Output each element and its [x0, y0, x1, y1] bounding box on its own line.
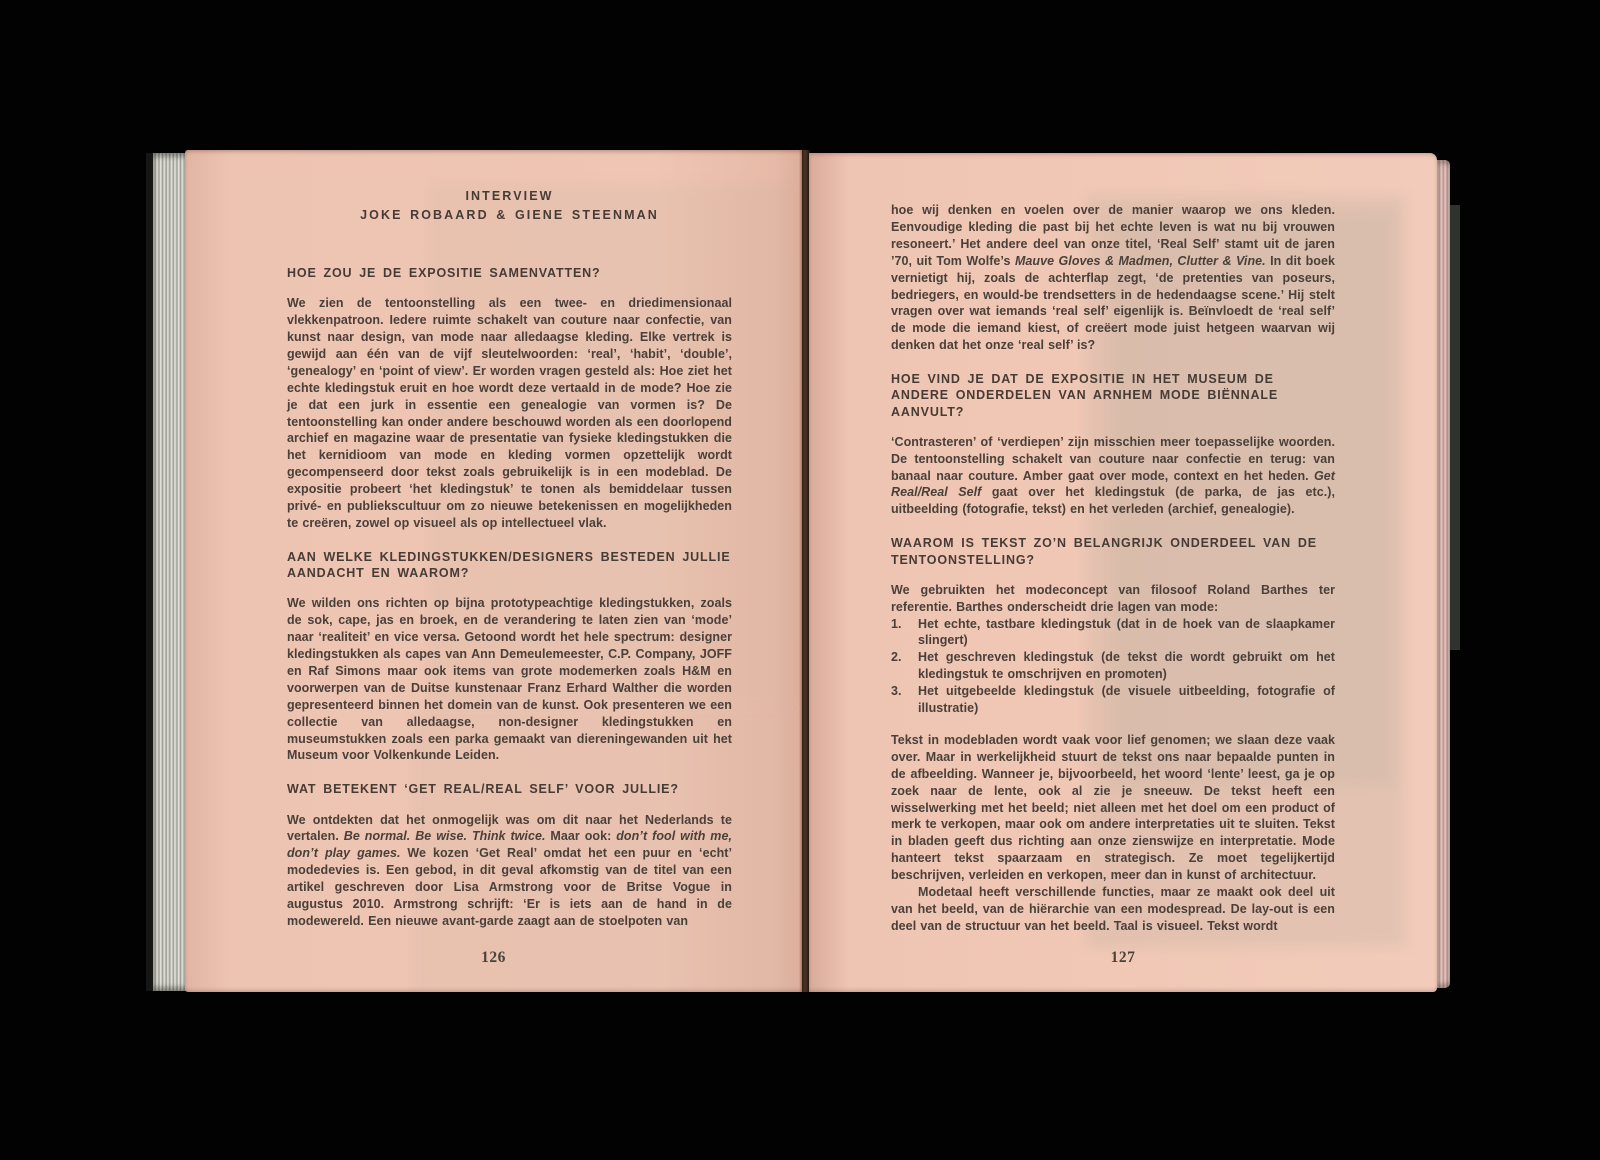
list-item: [891, 683, 1335, 717]
interviewees: JOKE ROBAARD & GIENE STEENMAN: [360, 208, 659, 222]
text-run: We ontdekten dat het onmogelijk was om dit naar het Nederlands te vertalen.: [287, 812, 732, 844]
text-run: In dit boek vernietigt hij, zoals de achterflap zegt, ‘de pretenties van poseurs, bedriegers, en would-be trendsetters in de hedendaagse scene.’ Hij stelt vragen over wat iemands ‘real self’ eigenlijk is. Beïnvloedt de ‘real self’ de mode die iemand kiest, of creëert mode juist hetgeen waarvan wij denken dat het onze ‘real self’ is?: [891, 253, 1335, 353]
page-number-left: 126: [481, 949, 506, 966]
list-item-number: 2.: [891, 650, 902, 665]
text-run: Het uitgebeelde kledingstuk (de visuele uitbeelding, fotografie of illustratie): [918, 684, 1335, 716]
text-run: We kozen ‘Get Real’ omdat het een puur en ‘echt’ modedevies is. Een gebod, in dit geval afkomstig van de titel van een artikel geschreven door Lisa Armstrong voor de Britse Vogue in augustus 2010. Armstrong schrijft: ‘Er is iets aan de hand in de modewereld. Een nieuwe avant-garde zaagt aan de stoelpoten van: [287, 846, 733, 928]
text-run: ‘Contrasteren’ of ‘verdiepen’ zijn misschien meer toepasselijke woorden. De tentoonstelling schakelt van couture naar confectie en terug: van banaal naar couture. Amber gaat over mode, context en het heden.: [891, 434, 1335, 483]
question-heading: HOE ZOU JE DE EXPOSITIE SAMENVATTEN?: [287, 266, 601, 280]
numbered-list: [891, 616, 1335, 717]
italic-text-run: Mauve Gloves & Madmen, Clutter & Vine.: [1014, 253, 1266, 268]
page-left-content: [287, 187, 732, 945]
interview-title-block: [287, 187, 732, 225]
page-right-content: [891, 202, 1335, 935]
question-heading: WAT BETEKENT ‘GET REAL/REAL SELF’ VOOR JULLIE?: [287, 782, 679, 797]
list-item-number: 1.: [891, 616, 902, 631]
page-right: [809, 153, 1437, 992]
list-item-number: 3.: [891, 684, 902, 699]
answer-paragraph: [287, 295, 732, 532]
answer-paragraph: [287, 812, 732, 930]
answer-paragraph: [891, 884, 1335, 935]
page-left: [185, 150, 802, 992]
text-run: We wilden ons richten op bijna prototypeachtige kledingstukken, zoals de sok, cape, jas en broek, en de verandering te laten zien van ‘mode’ naar ‘realiteit’ en vice versa. Getoond wordt het hele spectrum: designer kledingstukken als capes van Ann Demeulemeester, C.P. Company, JOFF en Raf Simons maar ook items van grote modemerken zoals H&M en voorwerpen van de Duitse kunstenaar Franz Erhard Walther die worden gepresenteerd binnen het domein van de kunst. Ook presenteren we een collectie van alledaagse, non-designer kledingstukken en museumstukken zoals een parka gemaakt van diereningewanden uit het Museum voor Volkenkunde Leiden.: [287, 596, 732, 763]
text-run: Maar ook:: [545, 829, 617, 844]
list-item-text: [918, 649, 1335, 683]
text-run: Modetaal heeft verschillende functies, maar ze maakt ook deel uit van het beeld, van de hiërarchie van een modespread. De lay-out is een deel van de structuur van het beeld. Taal is visueel. Tekst wordt: [891, 885, 1335, 933]
page-stack-edge-right: [1437, 160, 1450, 988]
question-heading: HOE VIND JE DAT DE EXPOSITIE IN HET MUSEUM DE ANDERE ONDERDELEN VAN ARNHEM MODE BIËNNALE AANVULT?: [891, 372, 1279, 419]
backdrop-shadow: [1450, 205, 1460, 650]
list-item-text: [918, 683, 1335, 717]
list-item: [891, 649, 1335, 683]
text-run: We zien de tentoonstelling als een twee- en driedimensionaal vlekkenpatroon. Iedere ruimte schakelt van couture naar confectie, van kunst naar design, van mode naar alledaagse kleding. Elke vertrek is gewijd aan één van de vijf sleutelwoorden: ‘real’, ‘habit’, ‘double’, ‘genealogy’ en ‘point of view’. Er worden vragen gesteld als: Hoe ziet het echte kledingstuk eruit en hoe wordt deze vertaald in de mode? Hoe zie je dat een jurk in essentie een genealogie van vormen is? De tentoonstelling kan onder andere beschouwd worden als een doorlopend archief en magazine waar de presentatie van fysieke kledingstukken die het kernidioom van mode en kleding vormen opzettelijk wordt gecompenseerd door tekst zoals gebruikelijk is in een modeblad. De expositie probeert ‘het kledingstuk’ te tonen als bemiddelaar tussen privé- en publiekscultuur om zo nieuwe betekenissen en mogelijkheden te creëren, zowel op visueel als op intellectueel vlak.: [287, 296, 732, 530]
page-left-surface: [185, 150, 802, 992]
text-run: We gebruikten het modeconcept van filosoof Roland Barthes ter referentie. Barthes onderscheidt drie lagen van mode:: [891, 582, 1335, 614]
italic-text-run: Be normal. Be wise. Think twice.: [343, 829, 546, 844]
answer-paragraph: [891, 434, 1335, 519]
list-item: [891, 616, 1335, 650]
page-right-surface: [809, 153, 1437, 992]
question-heading: WAAROM IS TEKST ZO’N BELANGRIJK ONDERDEEL VAN DE TENTOONSTELLING?: [891, 536, 1317, 567]
text-run: Tekst in modebladen wordt vaak voor lief genomen; we slaan deze vaak over. Maar in werkelijkheid stuurt de tekst ons naar bepaalde punten in de afbeelding. Wanneer je, bijvoorbeeld, het woord ‘lente’ leest, ga je op zoek naar de lente, ook al zie je sneeuw. De tekst heeft een wisselwerking met het beeld; niet alleen met het doel om een product of merk te verkopen, maar ook om andere interpretaties uit te sluiten. Tekst in bladen geeft dus richting aan onze zienswijze en interpretatie. Mode hanteert tekst spaarzaam en strategisch. Ze moet tegelijkertijd beschrijven, verleiden en verkopen, meer dan in kunst of architectuur.: [891, 732, 1335, 883]
question-heading: AAN WELKE KLEDINGSTUKKEN/DESIGNERS BESTEDEN JULLIE AANDACHT EN WAAROM?: [287, 549, 731, 581]
answer-paragraph: [891, 202, 1335, 354]
italic-text-run: don’t fool with me, don’t play games.: [287, 829, 732, 861]
answer-paragraph: [287, 595, 732, 764]
page-number-right: 127: [1110, 949, 1136, 966]
text-run: hoe wij denken en voelen over de manier waarop we ons kleden. Eenvoudige kleding die past bij het echte leven is wat nu bij vrouwen resoneert.’ Het andere deel van onze titel, ‘Real Self’ stamt uit de jaren ’70, uit Tom Wolfe’s: [891, 203, 1335, 268]
interview-title: INTERVIEW: [465, 189, 554, 203]
answer-paragraph: [891, 732, 1335, 884]
left-page-text: [287, 265, 732, 930]
text-run: gaat over het kledingstuk (de parka, de jas etc.), uitbeelding (fotografie, tekst) en het verleden (archief, genealogie).: [891, 485, 1335, 517]
italic-text-run: Get Real/Real Self: [891, 468, 1335, 500]
answer-paragraph: [891, 582, 1335, 616]
right-page-text: [891, 202, 1335, 935]
text-run: Het geschreven kledingstuk (de tekst die wordt gebruikt om het kledingstuk te omschrijven en promoten): [918, 650, 1335, 682]
list-item-text: [918, 616, 1335, 650]
text-run: Het echte, tastbare kledingstuk (dat in de hoek van de slaapkamer slingert): [918, 616, 1335, 648]
